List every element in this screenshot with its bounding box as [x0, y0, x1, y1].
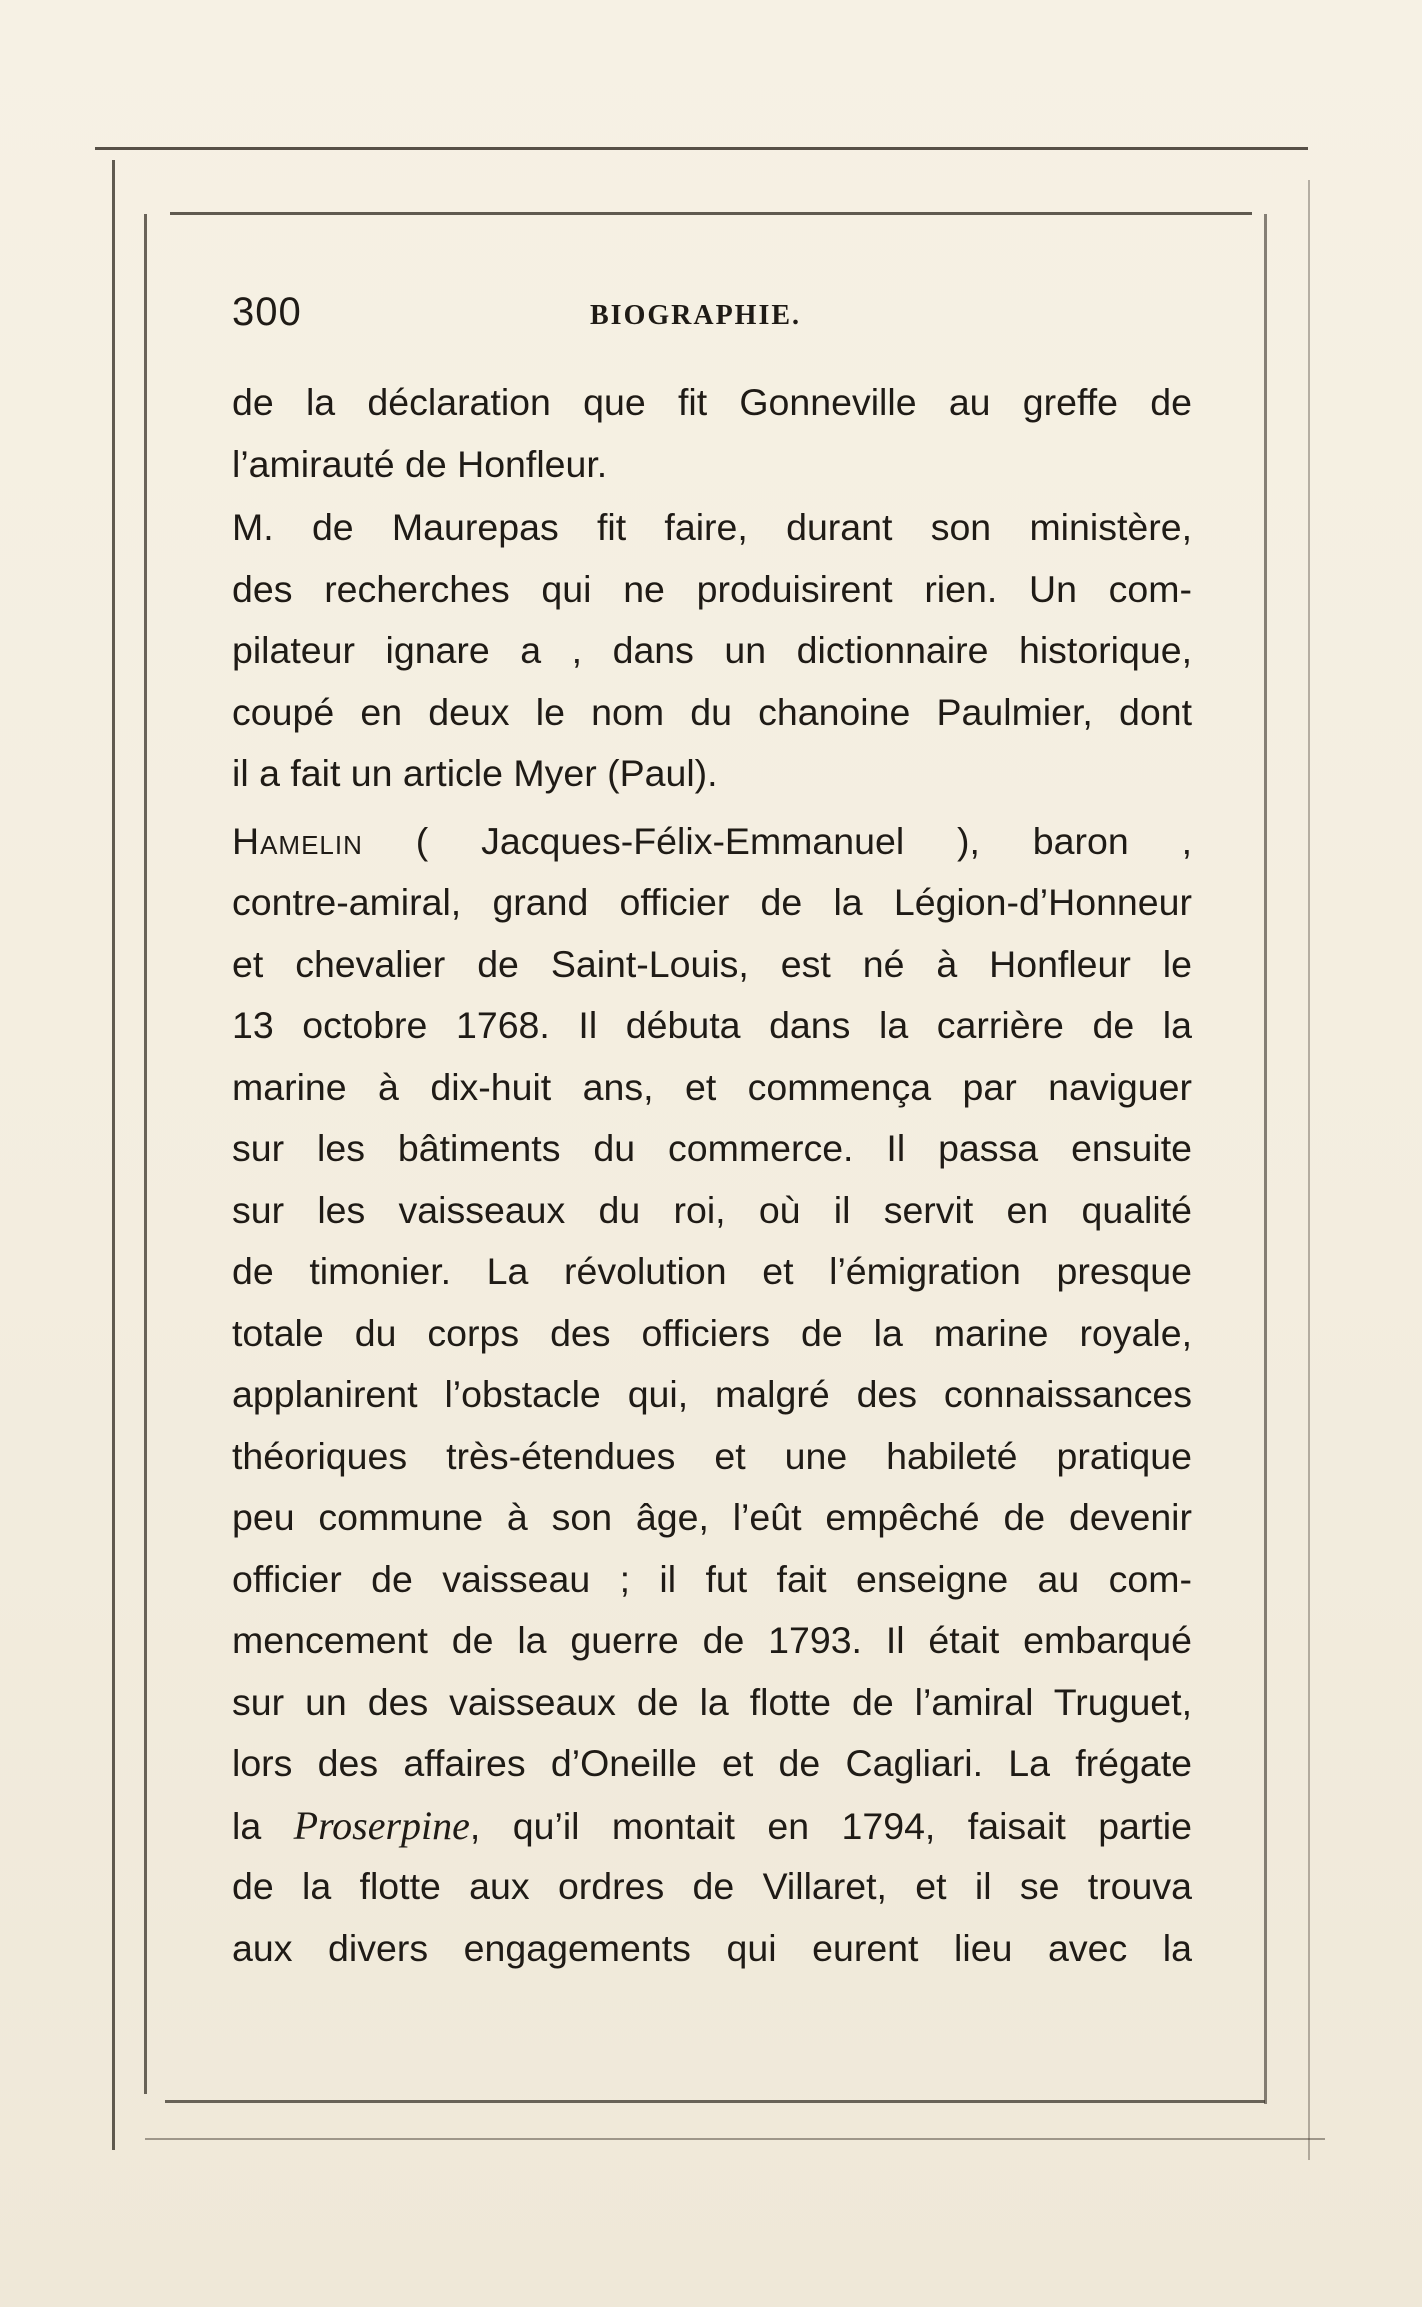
text-line: de la déclaration que fit Gonneville au greffe de: [232, 381, 1192, 423]
frame-rule-left-outer: [112, 160, 115, 2150]
ship-name: Proserpine: [293, 1802, 470, 1848]
text-line: théoriques très-étendues et une habileté pratique: [232, 1434, 1192, 1477]
frame-rule-top-inner: [170, 212, 1252, 215]
text-line: M. de Maurepas fit faire, durant son ministère,: [232, 506, 1192, 548]
running-title: BIOGRAPHIE.: [590, 300, 802, 331]
frame-rule-bottom-inner: [165, 2100, 1265, 2103]
text-line: peu commune à son âge, l’eût empêché de devenir: [232, 1496, 1192, 1538]
text-line: contre-amiral, grand officier de la Légion-d’Honneur: [232, 881, 1192, 923]
text-line: lors des affaires d’Oneille et de Cagliari. La frégate: [232, 1742, 1192, 1784]
text-line: marine à dix-huit ans, et commença par naviguer: [232, 1065, 1192, 1108]
text-fragment: , qu’il montait en 1794, faisait partie: [469, 1804, 1192, 1847]
text-line: sur un des vaisseaux de la flotte de l’amiral Truguet,: [232, 1680, 1192, 1723]
frame-rule-right-inner: [1264, 214, 1267, 2104]
frame-rule-left-inner: [144, 214, 147, 2094]
entry-name: Hamelin: [232, 819, 363, 862]
text-line: totale du corps des officiers de la marine royale,: [232, 1311, 1192, 1354]
text-line: aux divers engagements qui eurent lieu avec la: [232, 1926, 1192, 1969]
page-number: 300: [232, 290, 302, 334]
text-line: 13 octobre 1768. Il débuta dans la carrière de la: [232, 1004, 1192, 1046]
text-line: coupé en deux le nom du chanoine Paulmier, dont: [232, 690, 1192, 733]
running-head: [232, 290, 1192, 350]
frame-rule-right-outer: [1308, 180, 1310, 2160]
text-line: sur les bâtiments du commerce. Il passa ensuite: [232, 1127, 1192, 1169]
text-line: et chevalier de Saint-Louis, est né à Honfleur le: [232, 942, 1192, 985]
text-line: il a fait un article Myer (Paul).: [232, 752, 718, 794]
text-line: sur les vaisseaux du roi, où il servit en qualité: [232, 1188, 1192, 1231]
frame-rule-bottom-outer: [145, 2138, 1325, 2140]
frame-rule-top-outer: [95, 147, 1308, 150]
text-line: pilateur ignare a , dans un dictionnaire historique,: [232, 629, 1192, 671]
text-line: mencement de la guerre de 1793. Il était embarqué: [232, 1619, 1192, 1661]
text-line: applanirent l’obstacle qui, malgré des connaissances: [232, 1373, 1192, 1415]
entry-heading-line: [232, 811, 1192, 873]
entry-heading-rest: ( Jacques-Félix-Emmanuel ), baron ,: [362, 819, 1192, 862]
text-line: de la flotte aux ordres de Villaret, et il se trouva: [232, 1865, 1192, 1907]
text-line: des recherches qui ne produisirent rien. Un com-: [232, 567, 1192, 610]
text-line-with-italic: [232, 1795, 1192, 1857]
body-text: [232, 372, 1192, 1979]
text-fragment: la: [232, 1804, 294, 1847]
text-line: de timonier. La révolution et l’émigration presque: [232, 1250, 1192, 1292]
text-line: l’amirauté de Honfleur.: [232, 442, 608, 485]
text-line: officier de vaisseau ; il fut fait enseigne au com-: [232, 1557, 1192, 1600]
